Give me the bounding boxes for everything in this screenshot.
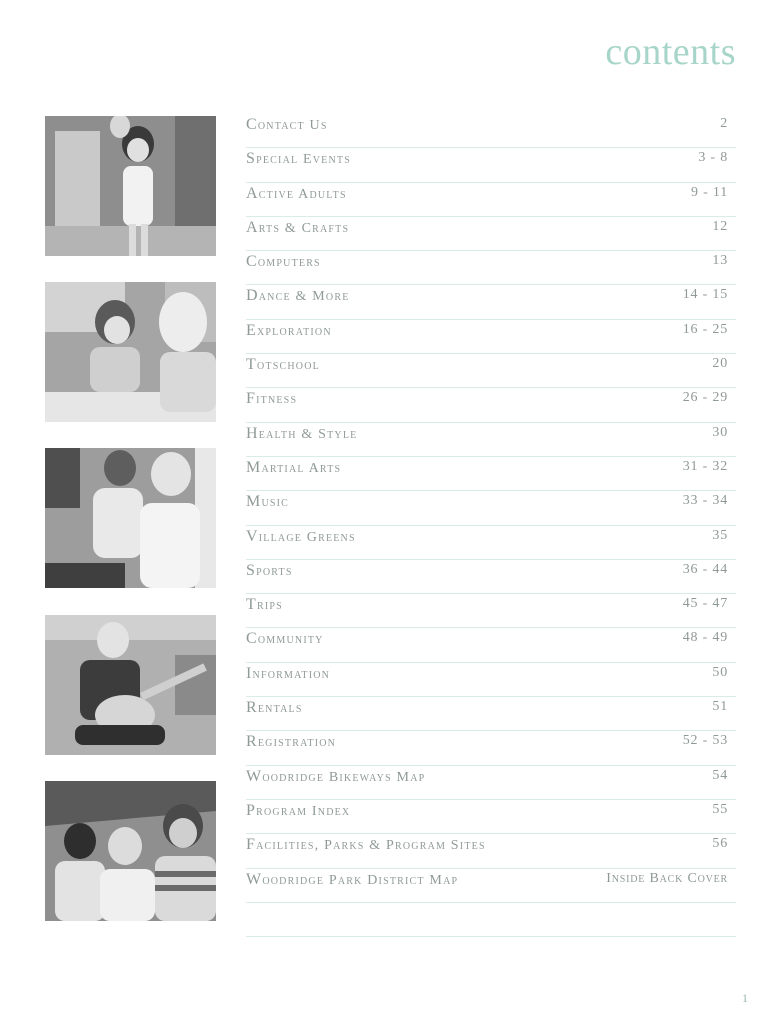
toc-row[interactable]: [246, 526, 736, 560]
toc-pages: 52 - 53: [682, 733, 728, 749]
toc-label: Exploration: [246, 321, 332, 339]
toc-label: Contact Us: [246, 116, 328, 133]
toc-label: Sports: [246, 561, 293, 579]
toc-divider: [246, 903, 736, 937]
toc-row[interactable]: [246, 388, 736, 422]
toc-pages: 33 - 34: [682, 493, 728, 509]
toc-label: Arts & Crafts: [246, 218, 350, 236]
toc-row[interactable]: [246, 869, 736, 903]
toc-pages: 3 - 8: [698, 150, 728, 166]
toc-label: Registration: [246, 733, 337, 751]
toc-label: Totschool: [246, 356, 320, 374]
toc-row[interactable]: [246, 457, 736, 491]
boy-with-guitar-photo: [45, 615, 216, 755]
girl-in-leotard-photo: [45, 116, 216, 256]
girls-at-table-photo: [45, 282, 216, 422]
toc-label: Special Events: [246, 150, 351, 168]
toc-pages: 56: [712, 836, 728, 852]
toc-label: Information: [246, 664, 331, 682]
toc-pages: 9 - 11: [691, 184, 728, 200]
toc-row[interactable]: [246, 285, 736, 319]
toc-row[interactable]: [246, 148, 736, 182]
toc-label: Computers: [246, 253, 321, 271]
toc-pages: 31 - 32: [682, 458, 728, 474]
toc-label: Martial Arts: [246, 458, 342, 476]
toc-label: Woodridge Bikeways Map: [246, 767, 426, 785]
toc-row[interactable]: [246, 320, 736, 354]
toc-row[interactable]: [246, 183, 736, 217]
toc-pages: Inside Back Cover: [606, 870, 728, 886]
toc-label: Active Adults: [246, 184, 347, 202]
toc-row[interactable]: [246, 663, 736, 697]
toc-pages: 36 - 44: [682, 561, 728, 577]
toc-row[interactable]: [246, 697, 736, 731]
toc-row[interactable]: [246, 423, 736, 457]
toc-label: Facilities, Parks & Program Sites: [246, 836, 486, 854]
toc-pages: 30: [712, 424, 728, 440]
toc-pages: 20: [712, 356, 728, 372]
toc-label: Woodridge Park District Map: [246, 870, 459, 888]
toc-pages: 54: [712, 767, 728, 783]
toc-row[interactable]: [246, 594, 736, 628]
toc-row[interactable]: [246, 560, 736, 594]
toc-label: Trips: [246, 596, 283, 614]
toc-label: Village Greens: [246, 527, 356, 545]
toc-label: Fitness: [246, 390, 298, 408]
toc-row[interactable]: [246, 800, 736, 834]
toc-pages: 12: [712, 218, 728, 234]
toc-pages: 51: [712, 699, 728, 715]
toc-pages: 16 - 25: [682, 321, 728, 337]
group-of-people-photo: [45, 781, 216, 921]
toc-pages: 2: [720, 116, 728, 131]
toc-label: Dance & More: [246, 287, 350, 305]
toc-pages: 48 - 49: [682, 630, 728, 646]
toc-pages: 14 - 15: [682, 287, 728, 303]
toc-row[interactable]: [246, 731, 736, 765]
toc-row[interactable]: [246, 766, 736, 800]
toc-label: Rentals: [246, 699, 303, 717]
table-of-contents: [246, 114, 736, 937]
page-title: contents: [605, 31, 736, 73]
toc-pages: 45 - 47: [682, 596, 728, 612]
toc-row[interactable]: [246, 491, 736, 525]
toc-row[interactable]: [246, 628, 736, 662]
toc-pages: 55: [712, 801, 728, 817]
toc-pages: 35: [712, 527, 728, 543]
toc-row[interactable]: [246, 217, 736, 251]
toc-label: Health & Style: [246, 424, 358, 442]
toc-row[interactable]: [246, 251, 736, 285]
page-number: 1: [742, 991, 748, 1005]
toc-row[interactable]: [246, 114, 736, 148]
toc-label: Program Index: [246, 801, 351, 819]
toc-pages: 13: [712, 253, 728, 269]
toc-row[interactable]: [246, 834, 736, 868]
toc-label: Music: [246, 493, 290, 511]
toc-pages: 50: [712, 664, 728, 680]
toc-row[interactable]: [246, 354, 736, 388]
toc-label: Community: [246, 630, 324, 648]
toc-pages: 26 - 29: [682, 390, 728, 406]
women-exercising-photo: [45, 448, 216, 588]
